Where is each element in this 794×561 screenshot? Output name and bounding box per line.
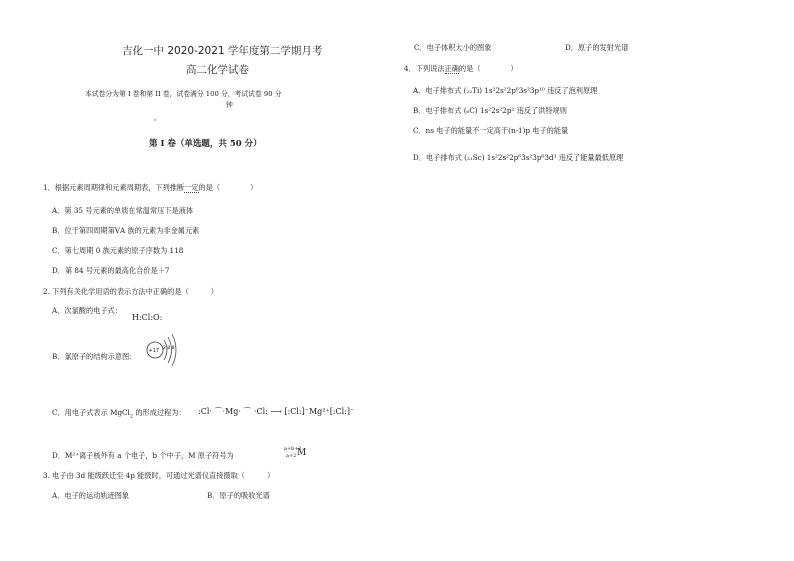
exam-title: 吉化一中 2020-2021 学年度第二学期月考 <box>122 45 323 57</box>
q2-stem <box>43 287 218 296</box>
chlorine-atom-diagram <box>144 330 184 370</box>
exam-subtitle: 高二化学试卷 <box>186 64 249 76</box>
stray-mark: 。 <box>154 114 161 122</box>
q2-option-c-text-end: 的形成过程为： <box>133 408 186 417</box>
q4-option-a: A．电子排布式 (₂₂Ti) 1s²2s²2p⁶3s²3p¹⁰ 违反了泡利原理 <box>413 86 598 95</box>
q4-stem-emphasis: 正确 <box>444 64 459 73</box>
exam-instructions: 本试卷分为第 I 卷和第 II 卷，试卷满分 100 分，考试试卷 90 分 <box>85 90 282 98</box>
q1-option-b: B．位于第四周期第ⅤA 族的元素为非金属元素 <box>52 226 200 235</box>
q3-option-a: A．电子的运动轨迹图象 <box>52 491 130 500</box>
q4-stem-close: ） <box>510 64 518 73</box>
q3-option-d: D．原子的发射光谱 <box>565 43 629 52</box>
nuclide-symbol: M <box>297 448 307 458</box>
q1-stem-text-end: 的是（ <box>198 183 221 192</box>
q4-option-d: D．电子排布式 (₂₁Sc) 1s²2s²2p⁶3s²3p⁶3d³ 违反了能量最低原理 <box>413 153 624 162</box>
atom-nucleus-label: +17 <box>148 348 160 354</box>
q2-option-c <box>52 408 186 421</box>
q4-stem <box>404 64 518 73</box>
q2-option-d-text: D．M²⁺离子核外有 a 个电子，b 个中子，M 原子符号为 <box>52 451 234 460</box>
q2-option-d <box>52 451 234 460</box>
nuclide-mass-number: a+b+2 <box>284 446 302 452</box>
q1-option-d: D．第 84 号元素的最高化合价是＋7 <box>52 266 170 275</box>
q1-stem <box>43 183 257 192</box>
q4-option-c: C．ns 电子的能量不一定高于(n-1)p 电子的能量 <box>413 126 569 135</box>
hclo-electron-formula: H:Cl:O: <box>132 313 163 322</box>
q2-option-b: B．氯原子的结构示意图： <box>52 352 137 361</box>
exam-instructions-cont: 钟 <box>226 101 233 109</box>
q3-stem <box>43 471 274 480</box>
q3-option-c: C．电子体积大小的图象 <box>414 43 492 52</box>
q1-option-a: A．第 35 号元素的单质在常温常压下是液体 <box>52 206 194 215</box>
q1-stem-text: 1．根据元素周期律和元素周期表，下列推断 <box>43 183 185 192</box>
q2-stem-text: 2. 下列有关化学用语的表示方法中正确的是（ <box>43 287 189 296</box>
q4-stem-text: 4．下列说法 <box>404 64 445 73</box>
mgcl2-formation-formula: :Cl· ⌒·Mg· ⌒ ·Cl: ⟶ [:Cl:]⁻Mg²⁺[:Cl:]⁻ <box>198 407 355 416</box>
q4-option-b: B．电子排布式 (₆C) 1s²2s²2p² 违反了洪特规则 <box>413 106 567 115</box>
q2-option-c-subscript: 2 <box>129 413 134 420</box>
q3-stem-text: 3. 电子由 3d 能级跃迁至 4p 能级时，可通过光谱仪直接摄取（ <box>43 471 245 480</box>
q2-option-a: A．次氯酸的电子式： <box>52 306 122 315</box>
q3-stem-close: ） <box>266 471 275 480</box>
q1-option-c: C．第七周期 0 族元素的原子序数为 118 <box>52 246 184 255</box>
section-heading: 第 I 卷（单选题，共 50 分） <box>149 139 262 149</box>
q4-stem-text-end: 的是（ <box>458 64 481 73</box>
nuclide-atomic-number: a+2 <box>286 453 297 459</box>
q3-option-b: B．原子的吸收光谱 <box>207 491 270 500</box>
q1-stem-close: ） <box>250 183 258 192</box>
atom-shell-labels: 2 8 8 <box>163 346 175 351</box>
q1-stem-emphasis: 一定 <box>184 183 199 192</box>
q2-stem-close: ） <box>210 287 218 296</box>
q2-option-c-text: C．用电子式表示 MgCl <box>52 408 130 417</box>
